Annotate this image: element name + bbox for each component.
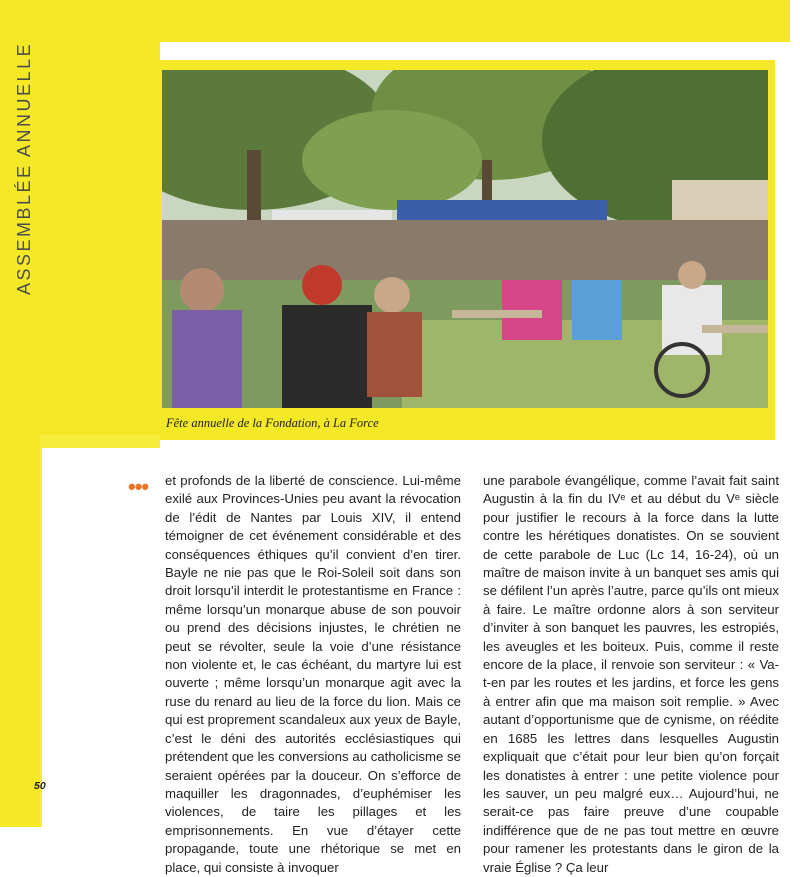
page-number: 50 [34,780,46,792]
article-column-left: et profonds de la liberté de conscience. Lui-même exilé aux Provinces-Unies peu avant la révocation de l’édit de Nantes par Louis XIV, il entend témoigner de cet événement considérable et des conséquences éthiques qu’il convient d’en tirer. Bayle ne nie pas que le Roi-Soleil soit dans son droit lorsqu’il interdit le protestantisme en France : même lorsqu’un monarque abuse de son pouvoir ou prend des décisions injustes, le chrétien ne peut se révolter, seule la voie d’une résistance non violente et, le cas échéant, du martyre lui est ouverte ; même lorsqu’un monarque agit avec la ruse du renard au lieu de la force du lion. Mais ce qui est proprement scandaleux aux yeux de Bayle, c’est le déni des autorités ecclésiastiques qui prétendent que les conversions au catholicisme se seraient opérées par la douceur. On s’efforce de maquiller les dragonnades, d’euphémiser les violences, de taire les pillages et les emprisonnements. En vue d’étayer cette propagande, toute une rhétorique se met en place, qui consiste à invoquer [165,473,461,875]
photo-caption: Fête annuelle de la Fondation, à La Force [166,416,379,430]
article-column-right: une parabole évangélique, comme l’avait fait saint Augustin à la fin du IVᵉ et au début du Vᵉ siècle pour justifier le recours à la force dans la lutte contre les hérétiques donatistes. On se souvient de cette parabole de Luc (Lc 14, 16-24), où un maître de maison invite à un banquet ses amis qui se défilent l’un après l’autre, parce qu’ils ont mieux à faire. Le maître ordonne alors à son serviteur d’inviter à son banquet les pauvres, les estropiés, les aveugles et les boiteux. Puis, comme il reste encore de la place, il renvoie son serviteur : « Va-t-en par les routes et les jardins, et force les gens à entrer afin que ma maison soit remplie. » Avec autant d’opportunisme que de cynisme, on réédite en 1685 les lettres dans lesquelles Augustin expliquait que c’était pour leur bien qu’on forçait les donatistes à entrer : une petite violence pour les sauver, un peu malgré eux… Aujourd’hui, ne serait-ce pas faire preuve d’une coupable indifférence que de ne pas tout mettre en œuvre pour ramener les protestants dans le giron de la vraie Église ? Ça leur [483,473,779,875]
yellow-top-band [0,0,790,42]
photo-outdoor-gathering-icon [162,70,768,408]
event-photo [162,70,768,408]
section-title: ASSEMBLÉE ANNUELLE [14,41,34,295]
continuation-bullet: ••• [128,474,149,499]
